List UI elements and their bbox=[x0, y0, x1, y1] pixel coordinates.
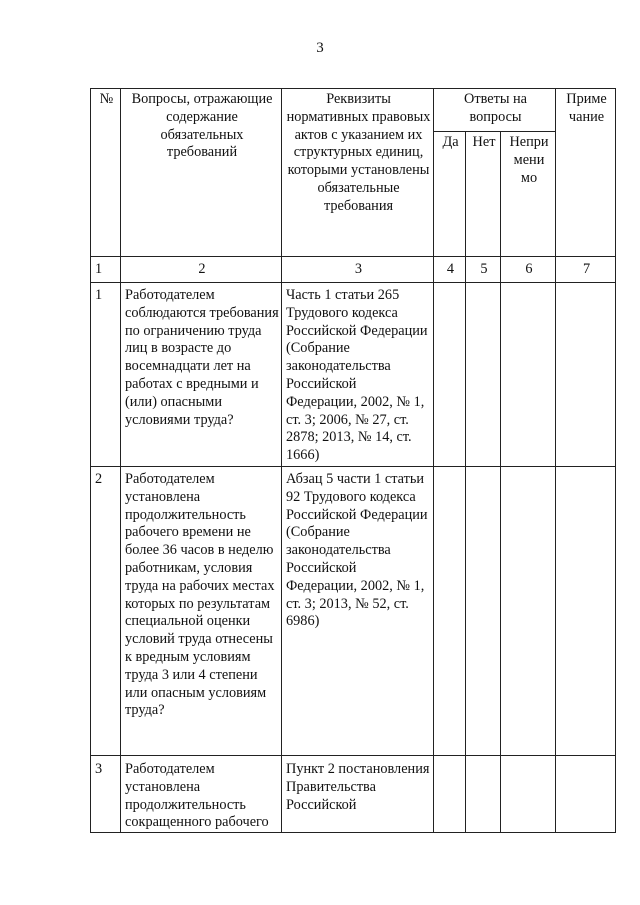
row-number: 1 bbox=[91, 283, 121, 467]
table-row bbox=[91, 467, 616, 756]
column-number: 4 bbox=[434, 257, 466, 283]
page-number: 3 bbox=[316, 40, 324, 56]
row-number: 3 bbox=[91, 756, 121, 833]
header-row bbox=[91, 89, 616, 132]
row-question: Работодателем установлена продолжительность рабочего времени не более 36 часов в неделю работникам, условия труда на рабочих местах которых по результатам специальной оценки условий труда отнесены к вредным условиям труда 3 или 4 степени или опасным условиям труда? bbox=[121, 467, 282, 756]
note-cell[interactable] bbox=[556, 283, 616, 467]
header-note: Приме чание bbox=[556, 89, 616, 257]
header-not-applicable: Непри мени мо bbox=[501, 132, 556, 257]
answer-no-cell[interactable] bbox=[466, 283, 501, 467]
column-number: 3 bbox=[282, 257, 434, 283]
answer-not-applicable-cell[interactable] bbox=[501, 467, 556, 756]
answer-yes-cell[interactable] bbox=[434, 283, 466, 467]
row-requisite: Пункт 2 постановления Правительства Российской bbox=[282, 756, 434, 833]
row-question: Работодателем установлена продолжительность сокращенного рабочего bbox=[121, 756, 282, 833]
row-requisite: Абзац 5 части 1 статьи 92 Трудового кодекса Российской Федерации (Собрание законодательства Российской Федерации, 2002, № 1, ст. 3; 2013, № 52, ст. 6986) bbox=[282, 467, 434, 756]
column-number: 5 bbox=[466, 257, 501, 283]
header-questions: Вопросы, отражающие содержание обязательных требований bbox=[121, 89, 282, 257]
answer-yes-cell[interactable] bbox=[434, 467, 466, 756]
column-number: 1 bbox=[91, 257, 121, 283]
answer-not-applicable-cell[interactable] bbox=[501, 756, 556, 833]
header-num: № bbox=[91, 89, 121, 257]
answer-no-cell[interactable] bbox=[466, 467, 501, 756]
header-requisites: Реквизиты нормативных правовых актов с указанием их структурных единиц, которыми установлены обязательные требования bbox=[282, 89, 434, 257]
header-yes: Да bbox=[434, 132, 466, 257]
column-number: 6 bbox=[501, 257, 556, 283]
column-number: 7 bbox=[556, 257, 616, 283]
header-no: Нет bbox=[466, 132, 501, 257]
note-cell[interactable] bbox=[556, 756, 616, 833]
note-cell[interactable] bbox=[556, 467, 616, 756]
answer-not-applicable-cell[interactable] bbox=[501, 283, 556, 467]
row-question: Работодателем соблюдаются требования по ограничению труда лиц в возрасте до восемнадцати лет на работах с вредными и (или) опасными условиями труда? bbox=[121, 283, 282, 467]
row-requisite: Часть 1 статьи 265 Трудового кодекса Российской Федерации (Собрание законодательства Российской Федерации, 2002, № 1, ст. 3; 2006, № 27, ст. 2878; 2013, № 14, ст. 1666) bbox=[282, 283, 434, 467]
answer-no-cell[interactable] bbox=[466, 756, 501, 833]
header-answers: Ответы на вопросы bbox=[434, 89, 556, 132]
row-number: 2 bbox=[91, 467, 121, 756]
table-row bbox=[91, 756, 616, 833]
answer-yes-cell[interactable] bbox=[434, 756, 466, 833]
table-row bbox=[91, 283, 616, 467]
column-number: 2 bbox=[121, 257, 282, 283]
checklist-table bbox=[90, 88, 616, 833]
column-number-row bbox=[91, 257, 616, 283]
